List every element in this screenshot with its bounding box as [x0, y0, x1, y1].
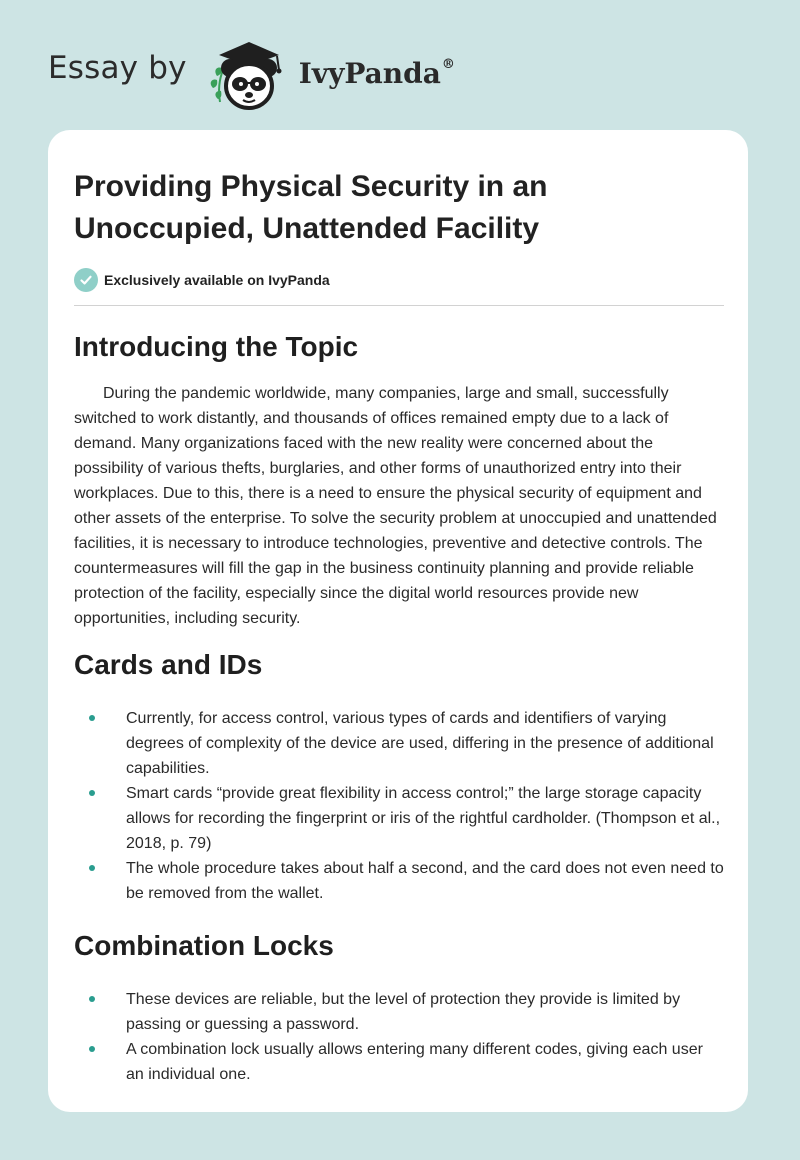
- list-item: [74, 856, 724, 906]
- list-item-text: Currently, for access control, various types of cards and identifiers of varying degrees of complexity of the device are used, differing in the presence of additional capabilities.: [126, 710, 714, 777]
- exclusive-label: Exclusively available on IvyPanda: [104, 272, 330, 288]
- cards-bullet-list: [74, 706, 724, 906]
- panda-graduate-logo-icon[interactable]: [203, 36, 295, 112]
- bullet-icon: [89, 715, 95, 721]
- bullet-icon: [89, 996, 95, 1002]
- list-item: [74, 987, 724, 1037]
- list-item: [74, 1037, 724, 1087]
- bullet-icon: [89, 1046, 95, 1052]
- section-heading-intro: Introducing the Topic: [74, 331, 359, 362]
- locks-bullet-list: [74, 987, 724, 1087]
- registered-mark: ®: [441, 57, 455, 73]
- brand-prefix: Essay by: [48, 50, 187, 86]
- essay-card: [48, 130, 748, 1112]
- list-item-text: These devices are reliable, but the level of protection they provide is limited by passing or guessing a password.: [126, 991, 681, 1033]
- list-item-text: The whole procedure takes about half a second, and the card does not even need to be removed from the wallet.: [126, 860, 724, 902]
- intro-paragraph: During the pandemic worldwide, many companies, large and small, successfully switched to work distantly, and thousands of offices remained empty due to a lack of demand. Many organizations faced with the new reality were concerned about the possibility of various thefts, burglaries, and other forms of unauthorized entry into their workplaces. Due to this, there is a need to ensure the physical security of equipment and other assets of the enterprise. To solve the security problem at unoccupied and unattended facilities, it is necessary to introduce technologies, preventive and detective controls. The countermeasures will fill the gap in the business continuity planning and provide reliable protection of the facility, especially since the digital world resources provide new opportunities, including security.: [74, 385, 717, 627]
- exclusive-badge: [74, 266, 722, 294]
- list-item-text: A combination lock usually allows entering many different codes, giving each user an individual one.: [126, 1041, 703, 1083]
- list-item: [74, 781, 724, 856]
- section-heading-cards: Cards and IDs: [74, 649, 263, 680]
- page-title: Providing Physical Security in an Unoccupied, Unattended Facility: [74, 170, 548, 245]
- list-item: [74, 706, 724, 781]
- list-item-text: Smart cards “provide great flexibility in access control;” the large storage capacity allows for recording the fingerprint or iris of the rightful cardholder. (Thompson et al., 2018, p. 79): [126, 785, 721, 852]
- brand-header: [48, 36, 455, 112]
- brand-name[interactable]: IvyPanda®: [298, 56, 455, 90]
- bullet-icon: [89, 865, 95, 871]
- checkmark-icon: [74, 268, 98, 292]
- bullet-icon: [89, 790, 95, 796]
- section-heading-locks: Combination Locks: [74, 930, 334, 961]
- divider: [74, 305, 724, 306]
